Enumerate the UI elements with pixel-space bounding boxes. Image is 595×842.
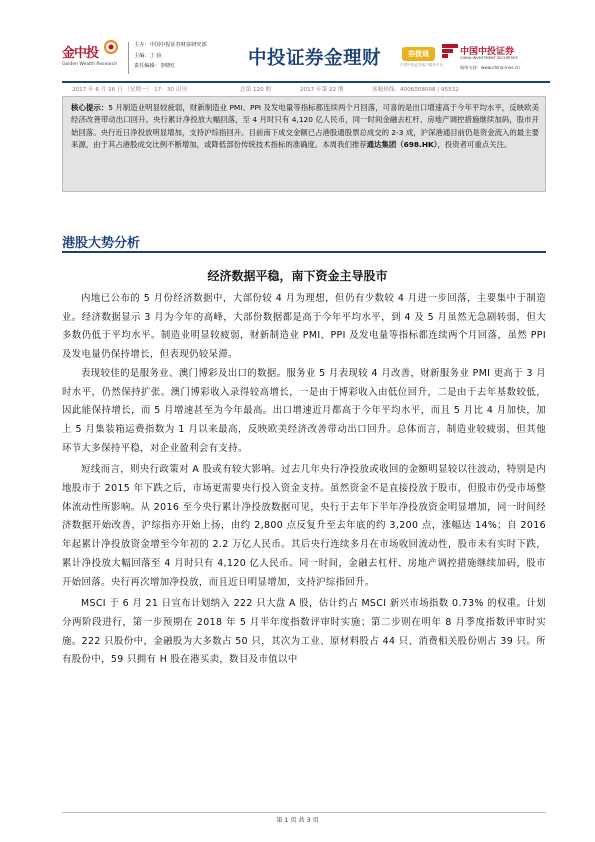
- editor-host: 主办：中国中投证券财富研究部: [134, 42, 207, 48]
- company-name-cn: 中国中投证券: [460, 47, 515, 57]
- summary-text: 5 月制造业明显较疲弱，财新制造业 PMI、PPI 及发电量等指标都连续两个月回落，可喜的是出口增速高于今年平均水平，反映欧美经济改善带动出口回升。央行累计净投放大幅回落，至 4 月时只有 4,120 亿人民币，同一时间金融去杠杆、房地产调控措施继续加码，股市开始回落。央行近日净投放明显增加，支持沪综指回升。目前南下成交金额已占港股通股票总成交的 2-3 成，沪深港通目前仍是资金流入的最主要来源，由于其占港股成交比例不断增加，或降低部份传统技术指标的准确度。本周我们推荐: [71, 103, 539, 150]
- magazine-title: 中投证券金理财: [248, 48, 382, 69]
- badge-subtitle: 中国中投证券客户服务平台: [400, 63, 444, 67]
- editor-chief: 主编：丁 俭: [134, 52, 162, 59]
- article-paragraph: 短线而言，则央行政策对 A 股或有较大影响。过去几年央行净投放或收回的金额明显较以往波动，特别是内地股市于 2015 年下跌之后，市场更需要央行投入资金支持。虽然资金不是直接投放于股市，但股市仍受市场整体流动性所影响。从 2016 至今央行累计净投放数据可见，央行于去年下半年净投放资金明显增加，同一时间经济数据开始改善，沪综指亦开始上扬，由约 2,800 点反复升至去年底的约 3,200 点，涨幅达 14%；自 2016 年起累计净投放资金增至今年初的 2.2 万亿人民币。其后央行连续多月在市场收回流动性，股市未有实时下跌，累计净投放大幅回落至 4 月时只有 4,120 亿人民币。同一时间，金融去杠杆、房地产调控措施继续加码，股市开始回落。央行再次增加净投放，而且近日明显增加，支持沪综指回升。: [62, 464, 546, 588]
- badge-quantong: 券拨通: [402, 47, 435, 61]
- article-paragraph: MSCI 于 6 月 21 日宣布计划纳入 222 只大盘 A 股，估计约占 MSCI 新兴市场指数 0.73% 的权重。计划分两阶段进行，第一步预期在 2018 年 5 月半年度指数评审时实施；第二步则在明年 8 月季度指数评审时实施。222 只股份中，金融股为大多数占 50 只，其次为工业、原材料股占 44 只、消费相关股份则占 39 只。所有股份中，59 只拥有 H 股在港买卖，数目及市值以中: [62, 598, 546, 666]
- logo-subtitle: Golden Wealth Research: [62, 62, 118, 67]
- summary-label: 核心提示：: [71, 103, 109, 112]
- hotline: 客服热线：4006008008 / 95532: [372, 87, 459, 93]
- issue-bar: [72, 85, 542, 95]
- summary-tail: ，投资者可重点关注。: [437, 140, 512, 150]
- section-title: 港股大势分析: [62, 236, 141, 251]
- section-rule: [62, 251, 546, 253]
- summary-recommendation: 通达集团（698.HK）: [366, 140, 438, 150]
- page-number: 第 1 页 共 3 页: [276, 817, 319, 824]
- issue-year: 2017 年第 22 期: [300, 87, 344, 93]
- article-body: [62, 290, 546, 670]
- header-rule: [62, 81, 550, 83]
- logo-name: 金中投: [62, 46, 99, 61]
- core-summary-box: [62, 96, 546, 192]
- article-paragraph: 内地已公布的 5 月份经济数据中，大部份较 4 月为理想，但仍有少数较 4 月进一步回落，主要集中于制造业。经济数据显示 3 月为今年的高峰，大部份数据都是高于今年平均水平，到 4 及 5 月虽然无急剧转弱，但大多数仍低于平均水平。制造业明显较疲弱，财新制造业 PMI、PPI 及发电量等指标都连续两个月回落，虽然 PPI 及发电量仍保持增长，但表现仍较呆滞。: [62, 293, 546, 361]
- footer-rule: [62, 812, 546, 813]
- editor-responsible: 责任编辑：李晓红: [134, 63, 176, 69]
- editor-info: [134, 40, 207, 72]
- header-divider: [128, 42, 129, 74]
- company-name-en: CHINA INVESTMENT SECURITIES: [460, 56, 518, 60]
- logo-china-investment-securities: [442, 44, 550, 74]
- issue-date: 2017 年 6 月 26 日 （星期一） 17：30 出刊: [72, 87, 187, 93]
- page-header: [62, 38, 550, 80]
- company-mark-icon: [442, 44, 458, 58]
- article-paragraph: 表现较佳的是服务业、澳门博彩及出口的数据。服务业 5 月表现较 4 月改善，财新服务业 PMI 更高于 3 月时水平，仍然保持扩张。澳门博彩收入录得较高增长，一是由于博彩收入由低位回升，二是由于去年基数较低，因此能保持增长，而 5 月增速甚至为今年最高。出口增速近月都高于今年平均水平，而且 5 月比 4 月加快，加上 5 月集装箱运费指数为 1 月以来最高，反映欧美经济改善带动出口回升。总体而言，制造业较疲弱，但其他环节大多保持平稳，对企业盈利会有支持。: [62, 367, 546, 454]
- issue-total: 总第 120 期: [240, 87, 272, 93]
- article-title: 经济数据平稳，南下资金主导股市: [207, 269, 388, 283]
- logo-swirl-icon: [104, 40, 118, 54]
- logo-gold-invest: [62, 40, 124, 76]
- company-website: 网络支持：www.china-invs.cn: [460, 65, 520, 70]
